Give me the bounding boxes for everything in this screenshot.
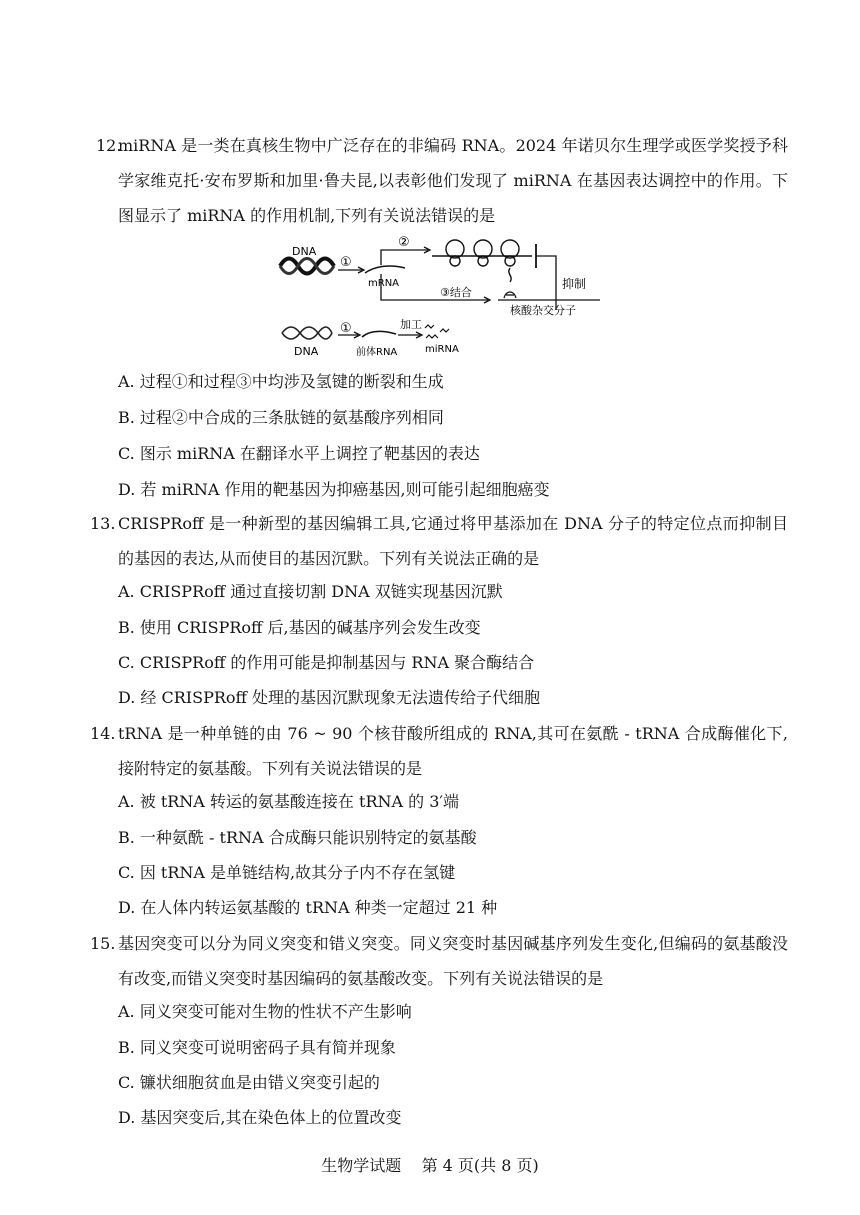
question-12-option-c[interactable]: C. 图示 miRNA 在翻译水平上调控了靶基因的表达 [118,444,480,463]
dna-label-top: DNA [292,245,317,258]
mrna-label: mRNA [368,278,400,289]
question-13-option-a[interactable]: A. CRISPRoff 通过直接切割 DNA 双链实现基因沉默 [118,582,503,601]
question-12-option-d[interactable]: D. 若 miRNA 作用的靶基因为抑癌基因,则可能引起细胞癌变 [118,480,550,499]
footer-page-number: 第 4 页(共 8 页) [421,1156,539,1175]
question-stem: miRNA 是一类在真核生物中广泛存在的非编码 RNA。2024 年诺贝尔生理学或医学奖授予科学家维克托·安布罗斯和加里·鲁夫昆,以表彰他们发现了 miRNA 在基因表达调控中的作用。下图显示了 miRNA 的作用机制,下列有关说法错误的是 [118,136,788,225]
hybrid-label: 核酸杂交分子 [510,304,576,317]
question-13-option-b[interactable]: B. 使用 CRISPRoff 后,基因的碱基序列会发生改变 [118,618,481,637]
question-15-option-c[interactable]: C. 镰状细胞贫血是由错义突变引起的 [118,1073,380,1092]
arrow-translation [381,250,428,265]
step1-label-bottom: ① [340,321,352,336]
question-stem: 基因突变可以分为同义突变和错义突变。同义突变时基因碱基序列发生变化,但编码的氨基酸没有改变,而错义突变时基因编码的氨基酸改变。下列有关说法错误的是 [118,934,788,988]
question-14-option-c[interactable]: C. 因 tRNA 是单链结构,故其分子内不存在氢键 [118,863,456,882]
step2-label: ② [398,235,410,250]
question-number: 13. [90,514,116,533]
question-15-option-b[interactable]: B. 同义突变可说明密码子具有简并现象 [118,1038,396,1057]
question-14 [90,716,788,786]
step1-label-top: ① [340,255,352,270]
precursor-rna-strand [362,331,396,337]
question-12 [96,128,788,233]
dna-helix-bottom-icon [282,327,332,339]
ribosome-icon [432,240,532,282]
footer-subject: 生物学试题 [321,1156,402,1175]
page-footer [0,1153,860,1176]
question-13-option-c[interactable]: C. CRISPRoff 的作用可能是抑制基因与 RNA 聚合酶结合 [118,653,535,672]
question-13 [90,506,788,576]
inhibit-label: 抑制 [562,277,587,291]
question-12-option-a[interactable]: A. 过程①和过程③中均涉及氢键的断裂和生成 [118,372,444,391]
hybrid-molecule-icon [498,292,600,300]
question-number: 14. [90,724,116,743]
mirna-fragments-icon [425,325,449,338]
question-15 [90,926,788,996]
process-label: 加工 [400,318,422,331]
pre-rna-label: 前体RNA [356,347,398,358]
question-15-option-d[interactable]: D. 基因突变后,其在染色体上的位置改变 [118,1108,402,1127]
step3-label: ③结合 [440,286,472,299]
question-stem: CRISPRoff 是一种新型的基因编辑工具,它通过将甲基添加在 DNA 分子的特定位点而抑制目的基因的表达,从而使目的基因沉默。下列有关说法正确的是 [118,514,788,568]
question-number: 12. [96,136,122,155]
dna-label-bottom: DNA [294,345,319,358]
mrna-strand [365,266,405,273]
question-12-option-b[interactable]: B. 过程②中合成的三条肽链的氨基酸序列相同 [118,408,444,427]
mirna-label: miRNA [425,344,459,355]
question-13-option-d[interactable]: D. 经 CRISPRoff 处理的基因沉默现象无法遗传给子代细胞 [118,688,540,707]
question-15-option-a[interactable]: A. 同义突变可能对生物的性状不产生影响 [118,1002,412,1021]
dna-helix-top-icon [280,259,334,274]
question-number: 15. [90,934,116,953]
question-stem: tRNA 是一种单链的由 76 ~ 90 个核苷酸所组成的 RNA,其可在氨酰 - tRNA 合成酶催化下,接附特定的氨基酸。下列有关说法错误的是 [118,724,788,778]
question-14-option-b[interactable]: B. 一种氨酰 - tRNA 合成酶只能识别特定的氨基酸 [118,828,477,847]
question-14-option-a[interactable]: A. 被 tRNA 转运的氨基酸连接在 tRNA 的 3′端 [118,792,460,811]
mirna-mechanism-diagram [270,228,610,363]
question-14-option-d[interactable]: D. 在人体内转运氨基酸的 tRNA 种类一定超过 21 种 [118,898,498,917]
